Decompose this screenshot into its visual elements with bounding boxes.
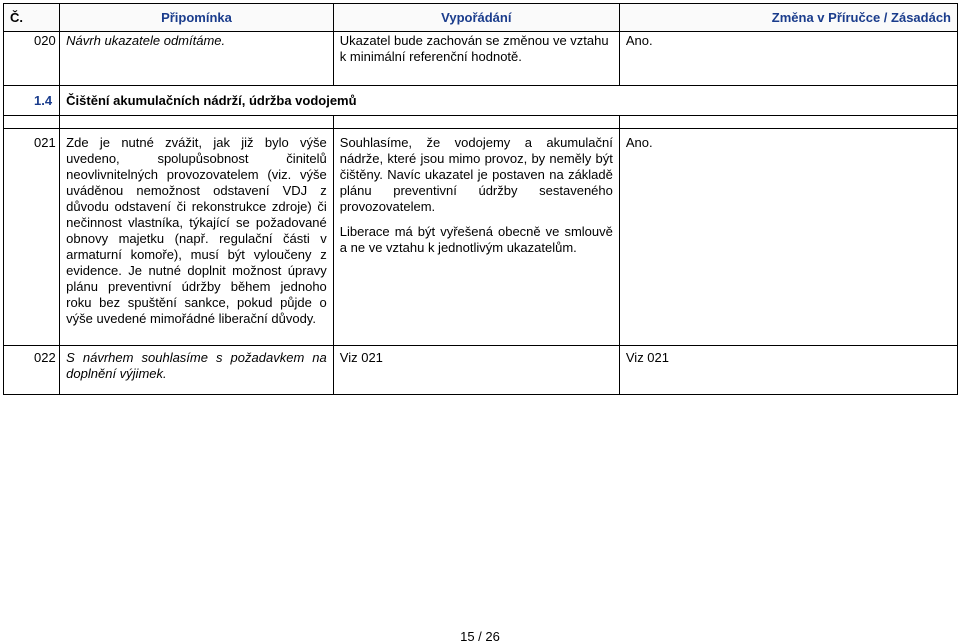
header-remark: Připomínka xyxy=(60,4,334,32)
row-resolution: Viz 021 xyxy=(333,346,619,395)
section-number: 1.4 xyxy=(4,86,60,116)
table-header-row xyxy=(4,4,958,32)
header-change: Změna v Příručce / Zásadách xyxy=(619,4,957,32)
table-row xyxy=(4,346,958,395)
row-resolution: Ukazatel bude zachován se změnou ve vztahu k minimální referenční hodnotě. xyxy=(333,32,619,86)
header-number: Č. xyxy=(4,4,60,32)
row-number: 020 xyxy=(4,32,60,86)
section-row xyxy=(4,86,958,116)
resolution-paragraph: Liberace má být vyřešená obecně ve smlouvě a ne ve vztahu k jednotlivým ukazatelům. xyxy=(339,224,613,255)
section-spacer-row xyxy=(4,116,958,129)
table-row xyxy=(4,32,958,86)
row-change: Ano. xyxy=(619,129,957,346)
row-remark: Zde je nutné zvážit, jak již bylo výše uvedeno, spolupůsobnost činitelů neovlivnitelných provozovatelem (viz. výše uváděnou nemožnost odstavení VDJ z důvodu odstavení či rekonstrukce zdroje) či nečinnost vlastníka, týkající se požadované obnovy majetku (např. regulační části v armaturní komoře), musí být vyloučeny z evidence. Je nutné doplnit možnost úpravy plánu preventivní údržby během jednoho roku bez spuštění sankce, pokud půjde o výše uvedené mimořádné liberační důvody. xyxy=(60,129,334,346)
section-title: Čištění akumulačních nádrží, údržba vodojemů xyxy=(60,86,958,116)
resolution-paragraph: Souhlasíme, že vodojemy a akumulační nádrže, které jsou mimo provoz, by neměly být čištěny. Navíc ukazatel je postaven na základě plánu preventivní údržby sestaveného provozovatelem. xyxy=(339,135,613,214)
row-change: Viz 021 xyxy=(619,346,957,395)
row-resolution xyxy=(333,129,619,346)
table-row xyxy=(4,129,958,346)
row-number: 021 xyxy=(4,129,60,346)
row-remark: S návrhem souhlasíme s požadavkem na doplnění výjimek. xyxy=(60,346,334,395)
page-number: 15 / 26 xyxy=(460,629,500,644)
header-resolution: Vypořádání xyxy=(333,4,619,32)
row-number: 022 xyxy=(4,346,60,395)
row-remark: Návrh ukazatele odmítáme. xyxy=(60,32,334,86)
remarks-table xyxy=(3,3,958,395)
row-change: Ano. xyxy=(619,32,957,86)
